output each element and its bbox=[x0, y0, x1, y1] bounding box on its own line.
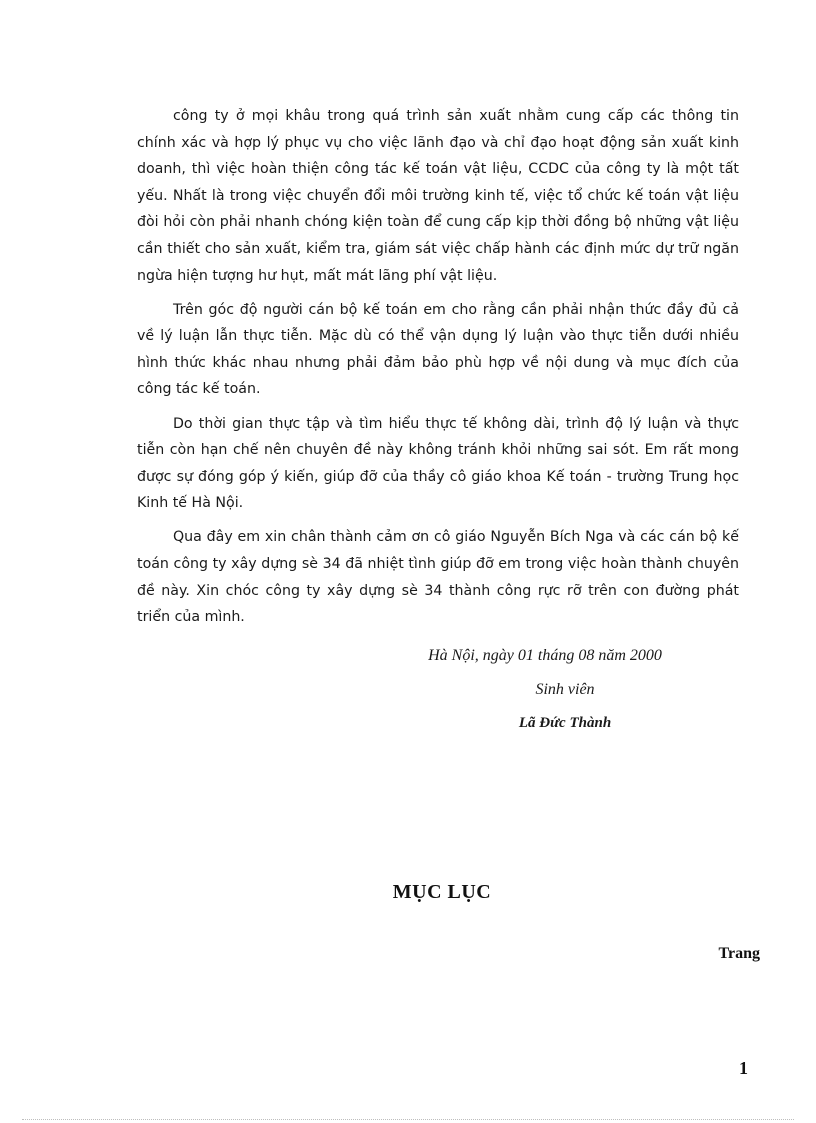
paragraph-conclusion: công ty ở mọi khâu trong quá trình sản xuất nhằm cung cấp các thông tin chính xác và hợp lý phục vụ cho việc lãnh đạo và chỉ đạo hoạt động sản xuất kinh doanh, thì việc hoàn thiện công tác kế toán vật liệu, CCDC của công ty là một tất yếu. Nhất là trong việc chuyển đổi môi trường kinh tế, việc tổ chức kế toán vật liệu đòi hỏi còn phải nhanh chóng kiện toàn để cung cấp kịp thời đồng bộ những vật liệu cần thiết cho sản xuất, kiểm tra, giám sát việc chấp hành các định mức dự trữ ngăn ngừa hiện tượng hư hụt, mất mát lãng phí vật liệu. bbox=[137, 108, 739, 284]
paragraph-acknowledgement: Qua đây em xin chân thành cảm ơn cô giáo Nguyễn Bích Nga và các cán bộ kế toán công ty xây dựng sè 34 đã nhiệt tình giúp đỡ em trong việc hoàn thành chuyên đề này. Xin chóc công ty xây dựng sè 34 thành công rực rỡ trên con đường phát triển của mình. bbox=[137, 529, 739, 626]
paragraph-limitations: Do thời gian thực tập và tìm hiểu thực tế không dài, trình độ lý luận và thực tiễn còn hạn chế nên chuyên đề này không tránh khỏi những sai sót. Em rất mong được sự đóng góp ý kiến, giúp đỡ của thầy cô giáo khoa Kế toán - trường Trung học Kinh tế Hà Nội. bbox=[137, 415, 739, 512]
table-of-contents-title: MỤC LỤC bbox=[392, 881, 492, 903]
signature-date: Hà Nội, ngày 01 tháng 08 năm 2000 bbox=[428, 647, 662, 664]
signature-name: Lã Đức Thành bbox=[518, 715, 612, 731]
signature-role: Sinh viên bbox=[535, 681, 595, 698]
body-text bbox=[137, 103, 739, 638]
page-break-divider bbox=[22, 1119, 794, 1120]
toc-page-column-label: Trang bbox=[718, 945, 760, 962]
page-number: 1 bbox=[739, 1058, 748, 1078]
paragraph-perspective: Trên góc độ người cán bộ kế toán em cho rằng cần phải nhận thức đầy đủ cả về lý luận lẫn thực tiễn. Mặc dù có thể vận dụng lý luận vào thực tiễn dưới nhiều hình thức khác nhau nhưng phải đảm bảo phù hợp về nội dung và mục đích của công tác kế toán. bbox=[137, 301, 739, 398]
